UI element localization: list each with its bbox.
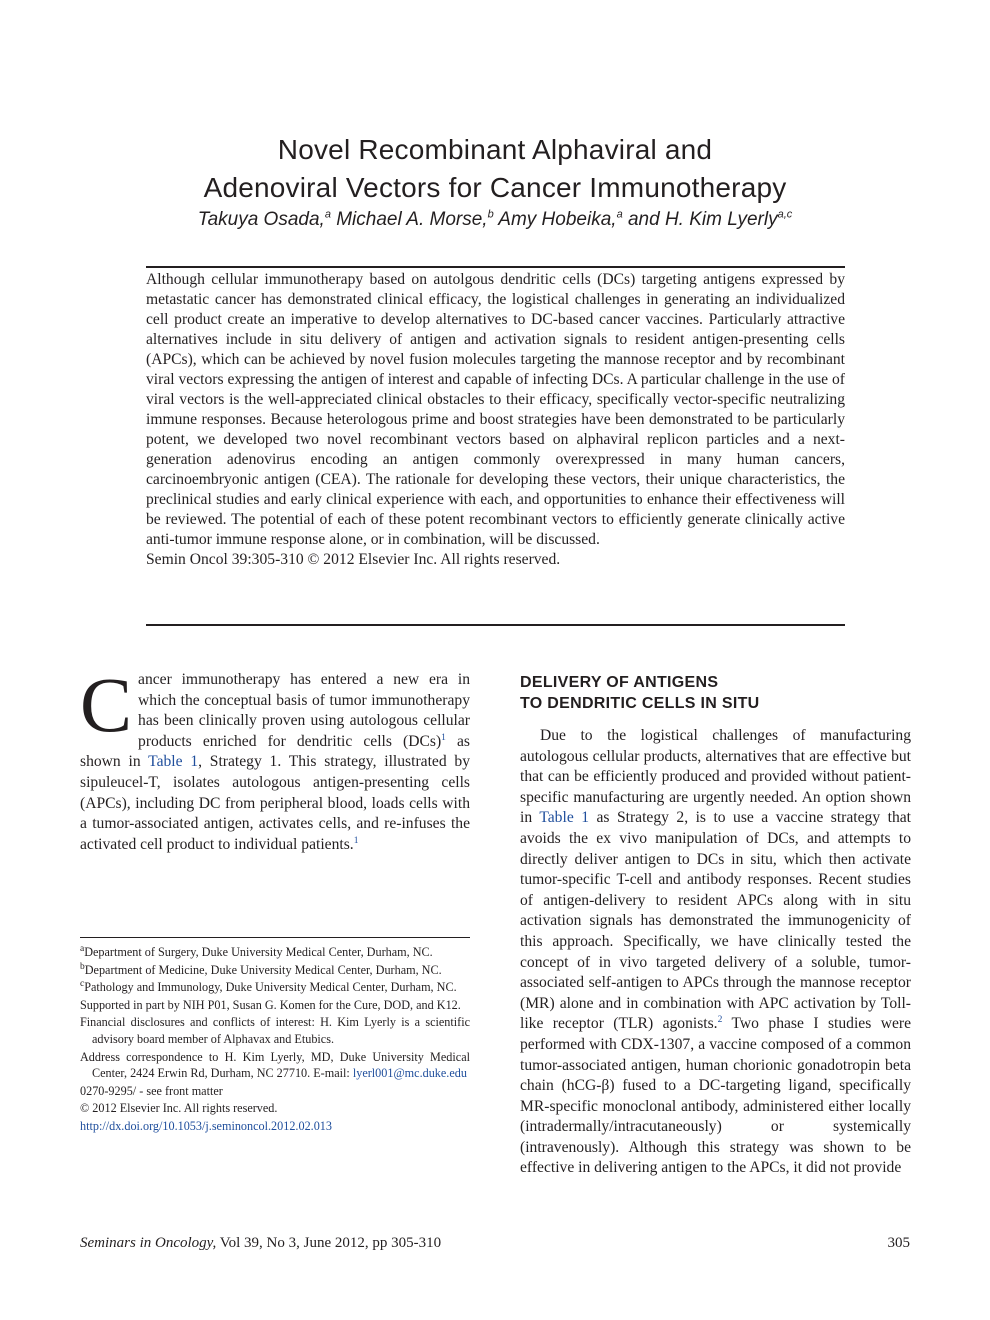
reference-link[interactable]: 1	[353, 835, 359, 846]
intro-text-2: as shown in	[80, 732, 470, 771]
affiliation-text: Department of Surgery, Duke University Medical Center, Durham, NC.	[84, 945, 433, 959]
issn-note: 0270-9295/ - see front matter	[80, 1083, 223, 1098]
affiliation-mark: b	[80, 961, 85, 972]
affiliation-mark: c	[80, 979, 85, 990]
author-list	[80, 208, 910, 232]
left-column	[80, 661, 470, 855]
article-title	[80, 131, 910, 207]
affiliation-b	[80, 962, 470, 979]
affiliation-text: Department of Medicine, Duke University Medical Center, Durham, NC.	[84, 962, 442, 977]
footnote-rule	[80, 937, 470, 938]
reference-link[interactable]: 2	[717, 1015, 723, 1026]
abstract-citation: Semin Oncol 39:305-310 © 2012 Elsevier Inc. All rights reserved.	[146, 551, 561, 568]
affiliation-a	[80, 944, 470, 961]
doi-note	[80, 1118, 470, 1135]
affiliation-c	[80, 979, 470, 996]
section-text-1: Due to the logistical challenges of manufacturing autologous cellular products, alternatives that are effective but that can be efficiently produced and provided without patient-specific manufacturing are urgently needed. An option shown in	[520, 727, 911, 827]
abstract-top-rule	[146, 266, 845, 268]
copyright-note: © 2012 Elsevier Inc. All rights reserved.	[80, 1101, 278, 1116]
author-affiliation-mark: a	[616, 208, 623, 221]
section-text-2: as Strategy 2, is to use a vaccine strategy that avoids the ex vivo manipulation of DCs, and attempts to directly deliver antigen to DCs in situ, which then activate tumor-specific T-cell and antibody responses. Recent studies of antigen-delivery to resident APCs along with in situ activation signals has demonstrated the immunogenicity of this approach. Specifically, we have clinically tested the concept of in vivo targeted delivery of a soluble, tumor-associated self-antigen to APCs through the mannose receptor (MR) alone and in combination with APC activation by Toll-like receptor (TLR) agonists.	[520, 809, 912, 1033]
funding-note: Supported in part by NIH P01, Susan G. Komen for the Cure, DOD, and K12.	[80, 997, 461, 1012]
abstract-bottom-rule	[146, 624, 845, 626]
section-heading	[520, 670, 911, 714]
doi-link[interactable]: http://dx.doi.org/10.1053/j.seminoncol.2012.02.013	[80, 1118, 332, 1133]
affiliation-mark: a	[80, 943, 85, 954]
intro-text-1: ancer immunotherapy has entered a new era in which the conceptual basis of tumor immunotherapy has been clinically proven using autologous cellular products enriched for dendritic cells (DCs)	[138, 671, 470, 750]
intro-paragraph	[80, 661, 470, 855]
table-1-link[interactable]: Table 1	[539, 809, 590, 827]
correspondence-note	[80, 1049, 470, 1082]
author-affiliation-mark: b	[487, 208, 494, 221]
abstract-text: Although cellular immunotherapy based on autolgous dendritic cells (DCs) targeting antigens expressed by metastatic cancer has demonstrated clinical efficacy, the logistical challenges in generating an individualized cell product create an imperative to develop alternatives to DC-based cancer vaccines. Particularly attractive alternatives include in situ delivery of antigen and activation signals to resident antigen-presenting cells (APCs), which can be achieved by novel fusion molecules targeting the mannose receptor and by recombinant viral vectors expressing the antigen of interest and capable of infecting DCs. A particular challenge in the use of viral vectors is the well-appreciated clinical obstacles to their efficacy, specifically vector-specific neutralizing immune responses. Because heterologous prime and boost strategies have been demonstrated to be particularly potent, we developed two novel recombinant vectors based on alphaviral replicon particles and a next-generation adenovirus encoding an antigen commonly overexpressed in many human cancers, carcinoembryonic antigen (CEA). The rationale for developing these vectors, their unique characteristics, the preclinical studies and early clinical experience with each, and opportunities to enhance their effectiveness will be reviewed. The potential of each of these potent recombinant vectors to efficiently generate clinically active anti-tumor immune response alone, or in combination, will be discussed.	[146, 271, 845, 548]
section-heading-line-2: TO DENDRITIC CELLS IN SITU	[520, 695, 760, 712]
author-name: Takuya Osada,	[197, 209, 325, 230]
author-affiliation-mark: a,c	[777, 208, 793, 221]
right-column	[520, 670, 911, 1179]
author-name: and H. Kim Lyerly	[627, 209, 778, 230]
author-affiliation-mark: a	[324, 208, 331, 221]
title-line-2: Adenoviral Vectors for Cancer Immunotherapy	[203, 171, 787, 203]
intro-text-3: , Strategy 1. This strategy, illustrated by sipuleucel-T, isolates autologous antigen-presenting cells (APCs), including DC from peripheral blood, loads cells with a tumor-associated antigen, activates cells, and re-infuses the activated cell product to individual patients.	[80, 753, 470, 853]
disclosure-note: Financial disclosures and conflicts of interest: H. Kim Lyerly is a scientific advisory board member of Alphavax and Etubics.	[80, 1015, 470, 1046]
abstract	[146, 270, 845, 570]
section-paragraph	[520, 726, 911, 1179]
journal-name: Seminars in Oncology,	[80, 1235, 217, 1251]
reference-link[interactable]: 1	[441, 732, 446, 743]
drop-cap: C	[80, 661, 133, 748]
author-name: Amy Hobeika,	[498, 209, 617, 230]
section-text-3: Two phase I studies were performed with CDX-1307, a vaccine composed of a common tumor-associated antigen, human chorionic gonadotropin beta chain (hCG-β) fused to a DC-targeting ligand, specifically MR-specific monoclonal antibody, administered either locally (intradermally/intracutaneously) or systemically (intravenously). Although this strategy was shown to be effective in delivering antigen to the APCs, it did not provide	[520, 1015, 911, 1177]
affiliation-text: Pathology and Immunology, Duke University Medical Center, Durham, NC.	[84, 980, 457, 995]
page-number: 305	[887, 1235, 910, 1251]
journal-footer	[80, 1233, 441, 1253]
journal-issue: Vol 39, No 3, June 2012, pp 305-310	[216, 1235, 442, 1251]
correspondence-text: Address correspondence to H. Kim Lyerly, MD, Duke University Medical Center, 2424 Erwin Rd, Durham, NC 27710. E-mail:	[80, 1049, 470, 1081]
title-line-1: Novel Recombinant Alphaviral and	[277, 133, 713, 165]
author-name: Michael A. Morse,	[336, 209, 488, 230]
email-link[interactable]: lyerl001@mc.duke.edu	[352, 1066, 467, 1081]
table-1-link[interactable]: Table 1	[148, 753, 199, 771]
section-heading-line-1: DELIVERY OF ANTIGENS	[520, 674, 719, 691]
footnotes	[80, 944, 470, 1136]
